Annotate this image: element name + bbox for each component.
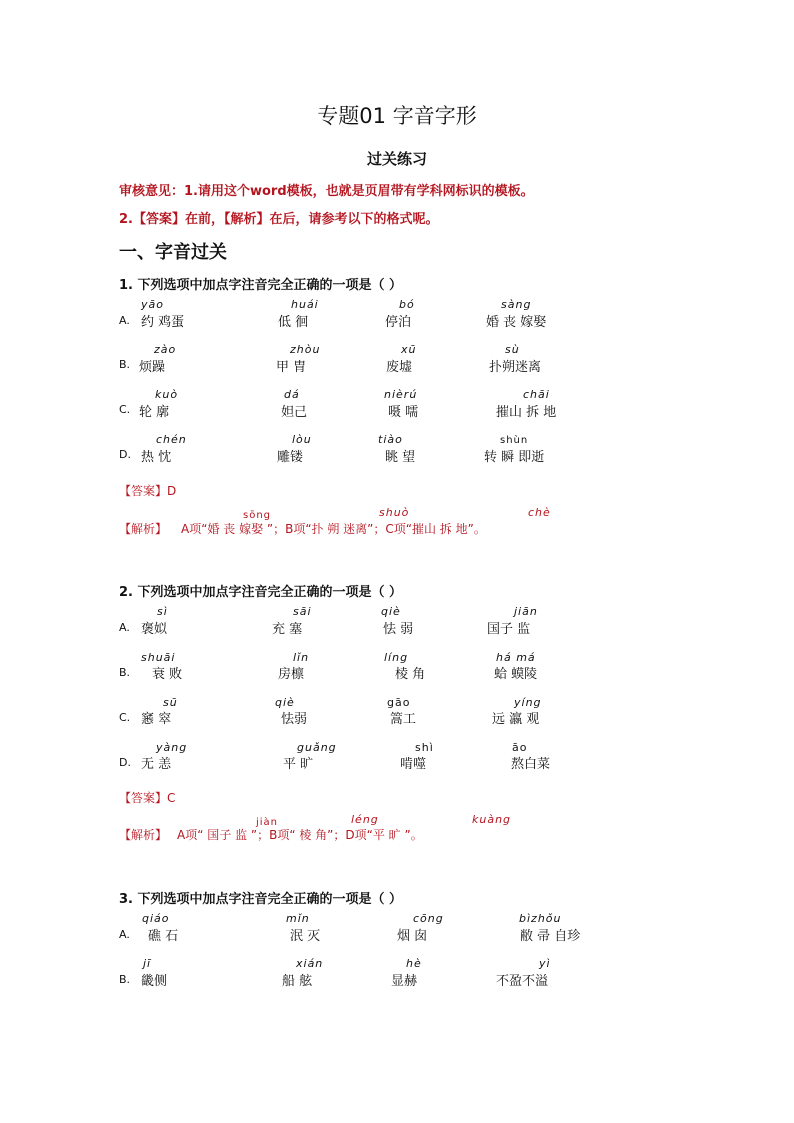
option-word: 嗫 嚅: [388, 405, 419, 420]
option-word: 房檩: [278, 667, 305, 682]
option-word: 怯 弱: [383, 622, 414, 637]
pinyin: sàng: [501, 298, 532, 311]
pinyin: kuò: [155, 388, 179, 401]
pinyin: qiáo: [142, 912, 170, 925]
pinyin: sōng: [243, 510, 272, 521]
question-1-stem: 1. 下列选项中加点字注音完全正确的一项是（ ）: [119, 278, 403, 293]
option-word: 礁 石: [148, 929, 179, 944]
pinyin: sū: [163, 696, 178, 709]
option-word: 敝 帚 自珍: [520, 929, 581, 944]
option-word: 衰 败: [152, 667, 183, 682]
option-word: 烟 囱: [397, 929, 428, 944]
option-word: 褒姒: [141, 622, 168, 637]
review-note-2: 2.【答案】在前，【解析】在后，请参考以下的格式呢。: [119, 212, 439, 227]
pinyin: lòu: [292, 433, 312, 446]
pinyin: jiān: [514, 605, 538, 618]
review-note-1: 审核意见：1.请用这个word模板，也就是页眉带有学科网标识的模板。: [119, 184, 534, 199]
option-word: 畿侧: [141, 974, 168, 989]
option-word: 甲 胄: [276, 360, 307, 375]
pinyin: kuàng: [472, 813, 512, 826]
pinyin: gāo: [387, 696, 411, 709]
option-word: 蛤 蟆陵: [494, 667, 538, 682]
option-word: 轮 廓: [139, 405, 170, 420]
explanation-line: [119, 520, 486, 537]
pinyin: mǐn: [286, 912, 310, 925]
explanation-tag: 【解析】: [119, 522, 168, 536]
explanation-tag: 【解析】: [119, 828, 168, 842]
pinyin: bìzhǒu: [519, 912, 562, 925]
section-heading: 一、字音过关: [119, 242, 227, 263]
pinyin: yàng: [156, 741, 188, 754]
pinyin: chè: [528, 506, 551, 519]
answer-tag: 【答案】: [119, 484, 168, 498]
pinyin: chén: [156, 433, 187, 446]
option-word: 窸 窣: [141, 712, 172, 727]
option-word: 棱 角: [395, 667, 426, 682]
pinyin: yì: [539, 957, 551, 970]
pinyin: dá: [284, 388, 300, 401]
option-word: 妲己: [281, 405, 308, 420]
pinyin: hè: [406, 957, 422, 970]
q1-option-label: A.: [119, 314, 130, 327]
pinyin: chāi: [523, 388, 550, 401]
answer-value: D: [167, 484, 177, 498]
pinyin: nièrú: [384, 388, 418, 401]
option-word: 约 鸡蛋: [141, 315, 185, 330]
option-word: 眺 望: [385, 450, 416, 465]
option-word: 雕镂: [277, 450, 304, 465]
option-word: 熬白菜: [511, 757, 551, 772]
pinyin: jī: [143, 957, 152, 970]
option-word: 怯弱: [281, 712, 308, 727]
answer-line: [119, 482, 176, 499]
pinyin: sāi: [293, 605, 312, 618]
pinyin: yāo: [141, 298, 164, 311]
option-word: 显赫: [391, 974, 418, 989]
pinyin: zào: [154, 343, 177, 356]
option-word: 啃噬: [400, 757, 427, 772]
page-title: 专题01 字音字形: [317, 104, 477, 128]
pinyin: shuāi: [141, 651, 176, 664]
option-word: 不盈不溢: [496, 974, 549, 989]
explanation-line: [119, 826, 423, 843]
answer-tag: 【答案】: [119, 791, 168, 805]
pinyin: cōng: [413, 912, 444, 925]
option-word: 扑朔迷离: [489, 360, 542, 375]
q3-option-label: A.: [119, 928, 130, 941]
pinyin: yíng: [514, 696, 542, 709]
page-subtitle: 过关练习: [366, 150, 427, 168]
option-word: 无 恙: [141, 757, 172, 772]
pinyin: sù: [505, 343, 520, 356]
option-word: 船 舷: [282, 974, 313, 989]
option-word: 废墟: [386, 360, 413, 375]
q2-option-label: C.: [119, 711, 131, 724]
pinyin: shùn: [500, 435, 529, 446]
pinyin: há má: [496, 651, 536, 664]
pinyin: huái: [291, 298, 319, 311]
option-word: 停泊: [385, 315, 412, 330]
q1-option-label: B.: [119, 358, 131, 371]
explanation-text: A项“ 国子 监 ”；B项“ 棱 角”；D项“平 旷 ”。: [177, 828, 423, 842]
question-3-stem: 3. 下列选项中加点字注音完全正确的一项是（ ）: [119, 892, 403, 907]
option-word: 国子 监: [487, 622, 531, 637]
q1-option-label: C.: [119, 403, 131, 416]
pinyin: qiè: [275, 696, 295, 709]
option-word: 平 旷: [283, 757, 314, 772]
option-word: 转 瞬 即逝: [484, 450, 545, 465]
option-word: 泯 灭: [290, 929, 321, 944]
pinyin: lǐn: [293, 651, 310, 664]
pinyin: qiè: [381, 605, 401, 618]
q2-option-label: B.: [119, 666, 131, 679]
q3-option-label: B.: [119, 973, 131, 986]
pinyin: bó: [399, 298, 415, 311]
pinyin: zhòu: [290, 343, 321, 356]
pinyin: shì: [415, 741, 434, 754]
pinyin: xū: [401, 343, 417, 356]
pinyin: tiào: [378, 433, 403, 446]
option-word: 充 塞: [272, 622, 303, 637]
option-word: 篙工: [390, 712, 417, 727]
pinyin: shuò: [379, 506, 410, 519]
option-word: 热 忱: [141, 450, 172, 465]
q1-option-label: D.: [119, 448, 131, 461]
answer-line: [119, 789, 175, 806]
option-word: 烦躁: [139, 360, 166, 375]
question-2-stem: 2. 下列选项中加点字注音完全正确的一项是（ ）: [119, 585, 403, 600]
option-word: 低 徊: [278, 315, 309, 330]
pinyin: guǎng: [297, 741, 337, 754]
pinyin: jiàn: [256, 817, 279, 828]
pinyin: xián: [296, 957, 324, 970]
pinyin: líng: [384, 651, 409, 664]
q2-option-label: A.: [119, 621, 130, 634]
pinyin: sì: [157, 605, 168, 618]
q2-option-label: D.: [119, 756, 131, 769]
pinyin: āo: [512, 741, 528, 754]
pinyin: léng: [351, 813, 379, 826]
option-word: 摧山 拆 地: [496, 405, 557, 420]
option-word: 远 瀛 观: [492, 712, 540, 727]
explanation-text: A项“婚 丧 嫁娶 ”；B项“扑 朔 迷离”；C项“摧山 拆 地”。: [181, 522, 486, 536]
option-word: 婚 丧 嫁娶: [486, 315, 547, 330]
answer-value: C: [167, 791, 176, 805]
